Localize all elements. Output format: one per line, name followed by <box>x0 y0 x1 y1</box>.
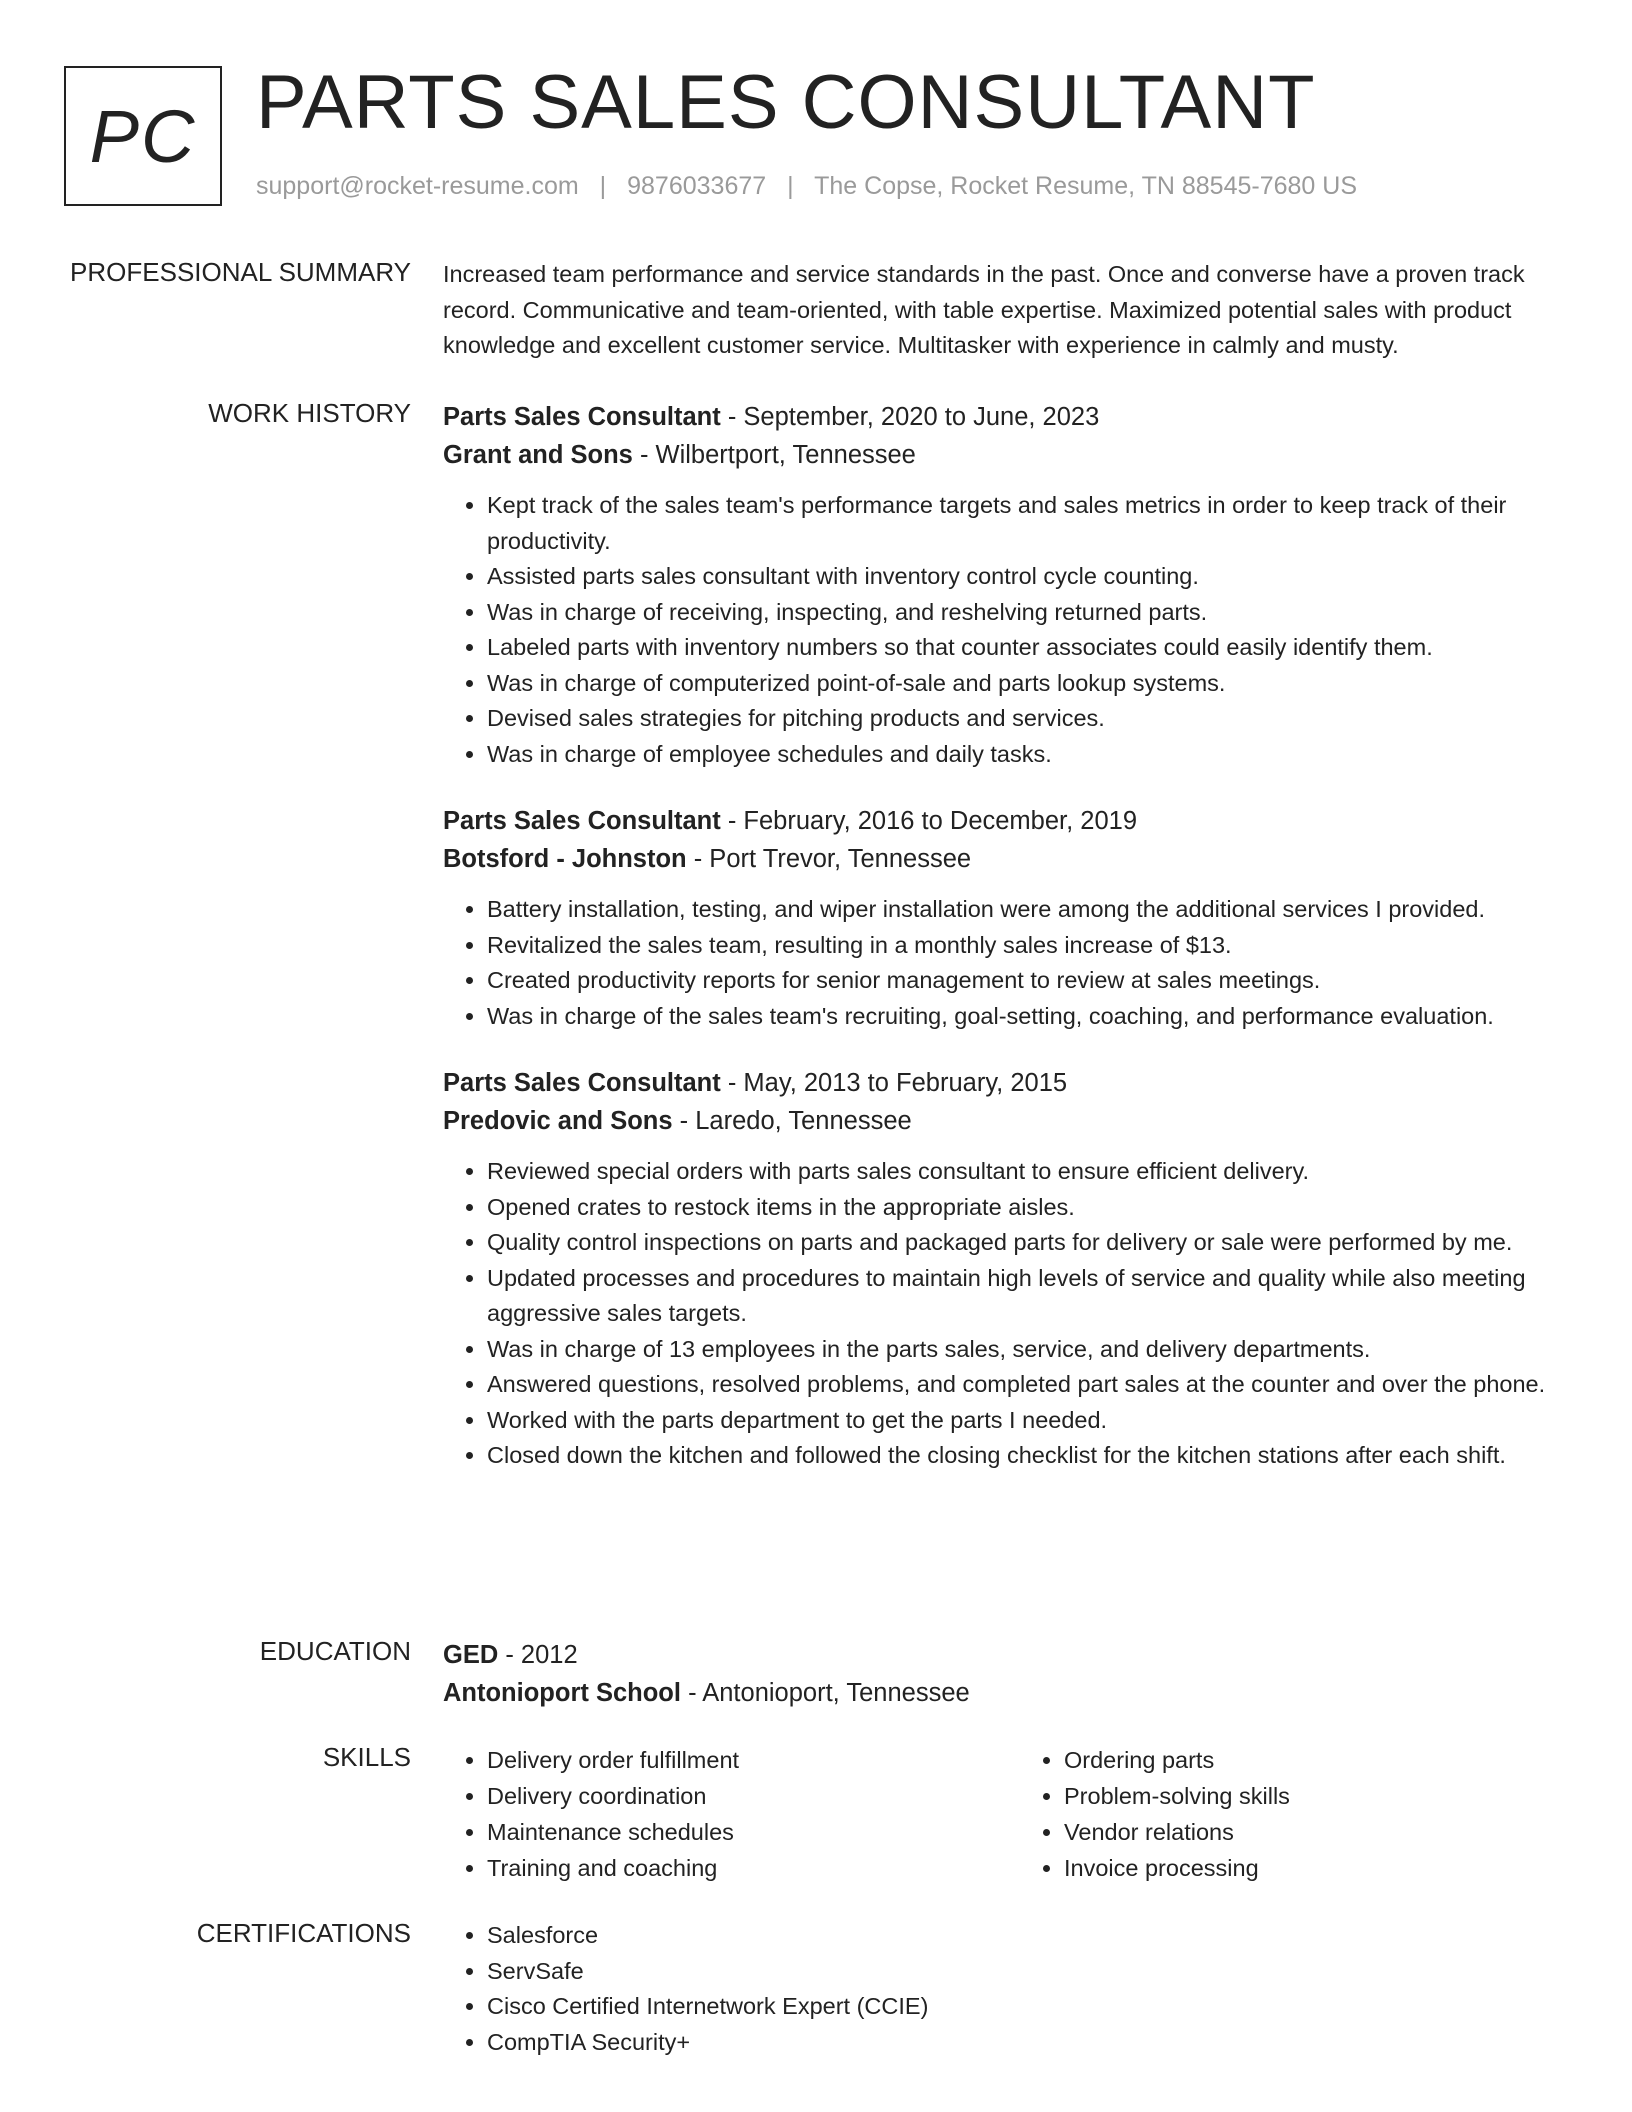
job-heading <box>443 1064 1553 1102</box>
list-item: • Maintenance schedules <box>487 1814 976 1850</box>
list-item: • Battery installation, testing, and wiper installation were among the additional services I provided. <box>487 892 1553 928</box>
job-dates: - May, 2013 to February, 2015 <box>727 1069 1068 1097</box>
job-company: Botsford - Johnston <box>443 845 687 873</box>
job-title: Parts Sales Consultant <box>443 1069 721 1097</box>
list-item: • Created productivity reports for senior management to review at sales meetings. <box>487 963 1553 999</box>
contact-phone: 9876033677 <box>627 172 767 200</box>
education-content <box>443 1636 1553 1712</box>
section-label-education: EDUCATION <box>259 1636 411 1666</box>
education-degree-line <box>443 1636 1553 1674</box>
list-item: • ServSafe <box>487 1954 1553 1990</box>
education-year: - 2012 <box>505 1641 578 1669</box>
contact-info <box>256 172 1357 201</box>
job-location: - Laredo, Tennessee <box>679 1107 912 1135</box>
job-heading <box>443 398 1553 436</box>
summary-text: Increased team performance and service standards in the past. Once and converse have a proven track record. Communicative and team-oriented, with table expertise. Maximized potential sales with product knowledge and excellent customer service. Multitasker with experience in calmly and musty. <box>443 261 1525 358</box>
job-title: Parts Sales Consultant <box>443 403 721 431</box>
section-label-skills: SKILLS <box>322 1742 411 1772</box>
job-dates: - September, 2020 to June, 2023 <box>727 403 1100 431</box>
education-location: - Antonioport, Tennessee <box>688 1679 970 1707</box>
job-heading <box>443 802 1553 840</box>
list-item: • Answered questions, resolved problems, and completed part sales at the counter and over the phone. <box>487 1367 1553 1403</box>
list-item: • Delivery coordination <box>487 1778 976 1814</box>
list-item: • Ordering parts <box>1064 1742 1553 1778</box>
job-bullets <box>443 892 1553 1034</box>
job-location: - Wilbertport, Tennessee <box>639 441 916 469</box>
list-item: • Problem-solving skills <box>1064 1778 1553 1814</box>
certifications-content <box>443 1918 1553 2060</box>
skills-column-2 <box>1020 1742 1553 1886</box>
job-entry <box>443 398 1553 772</box>
list-item: • Was in charge of computerized point-of-sale and parts lookup systems. <box>487 666 1553 702</box>
list-item: • Was in charge of 13 employees in the parts sales, service, and delivery departments. <box>487 1332 1553 1368</box>
list-item: • Worked with the parts department to get the parts I needed. <box>487 1403 1553 1439</box>
list-item: • Training and coaching <box>487 1850 976 1886</box>
list-item: • Updated processes and procedures to maintain high levels of service and quality while also meeting aggressive sales targets. <box>487 1261 1553 1332</box>
job-company-line <box>443 840 1553 878</box>
job-company: Predovic and Sons <box>443 1107 673 1135</box>
job-dates: - February, 2016 to December, 2019 <box>727 807 1138 835</box>
page-title: PARTS SALES CONSULTANT <box>256 60 1316 145</box>
list-item: • Cisco Certified Internetwork Expert (CCIE) <box>487 1989 1553 2025</box>
education-degree: GED <box>443 1641 499 1669</box>
job-company-line <box>443 1102 1553 1140</box>
contact-separator: | <box>599 172 607 200</box>
certifications-list <box>443 1918 1553 2060</box>
list-item: • CompTIA Security+ <box>487 2025 1553 2061</box>
contact-separator: | <box>787 172 794 200</box>
job-company-line <box>443 436 1553 474</box>
job-company: Grant and Sons <box>443 441 633 469</box>
list-item: • Reviewed special orders with parts sales consultant to ensure efficient delivery. <box>487 1154 1553 1190</box>
list-item: • Opened crates to restock items in the appropriate aisles. <box>487 1190 1553 1226</box>
job-entry <box>443 1064 1553 1474</box>
list-item: • Quality control inspections on parts and packaged parts for delivery or sale were performed by me. <box>487 1225 1553 1261</box>
section-label-work-history: WORK HISTORY <box>208 398 411 428</box>
section-label-summary: PROFESSIONAL SUMMARY <box>70 257 411 287</box>
list-item: • Revitalized the sales team, resulting in a monthly sales increase of $13. <box>487 928 1553 964</box>
education-school: Antonioport School <box>443 1679 681 1707</box>
list-item: • Was in charge of the sales team's recruiting, goal-setting, coaching, and performance evaluation. <box>487 999 1553 1035</box>
contact-address: The Copse, Rocket Resume, TN 88545-7680 US <box>814 172 1357 200</box>
skills-columns <box>443 1742 1553 1886</box>
monogram-logo: PC <box>64 66 222 206</box>
education-school-line <box>443 1674 1553 1712</box>
job-bullets <box>443 1154 1553 1474</box>
job-location: - Port Trevor, Tennessee <box>693 845 972 873</box>
list-item: • Delivery order fulfillment <box>487 1742 976 1778</box>
job-title: Parts Sales Consultant <box>443 807 721 835</box>
list-item: • Devised sales strategies for pitching products and services. <box>487 701 1553 737</box>
list-item: • Kept track of the sales team's performance targets and sales metrics in order to keep track of their productivity. <box>487 488 1553 559</box>
list-item: • Was in charge of receiving, inspecting, and reshelving returned parts. <box>487 595 1553 631</box>
list-item: • Was in charge of employee schedules and daily tasks. <box>487 737 1553 773</box>
list-item: • Closed down the kitchen and followed the closing checklist for the kitchen stations after each shift. <box>487 1438 1553 1474</box>
list-item: • Salesforce <box>487 1918 1553 1954</box>
skills-content <box>443 1742 1553 1886</box>
job-bullets <box>443 488 1553 772</box>
contact-email: support@rocket-resume.com <box>256 172 579 200</box>
list-item: • Labeled parts with inventory numbers so that counter associates could easily identify them. <box>487 630 1553 666</box>
work-history-content <box>443 398 1553 1474</box>
section-label-certifications: CERTIFICATIONS <box>196 1918 411 1948</box>
job-entry <box>443 802 1553 1034</box>
list-item: • Invoice processing <box>1064 1850 1553 1886</box>
list-item: • Vendor relations <box>1064 1814 1553 1850</box>
list-item: • Assisted parts sales consultant with inventory control cycle counting. <box>487 559 1553 595</box>
skills-column-1 <box>443 1742 976 1886</box>
